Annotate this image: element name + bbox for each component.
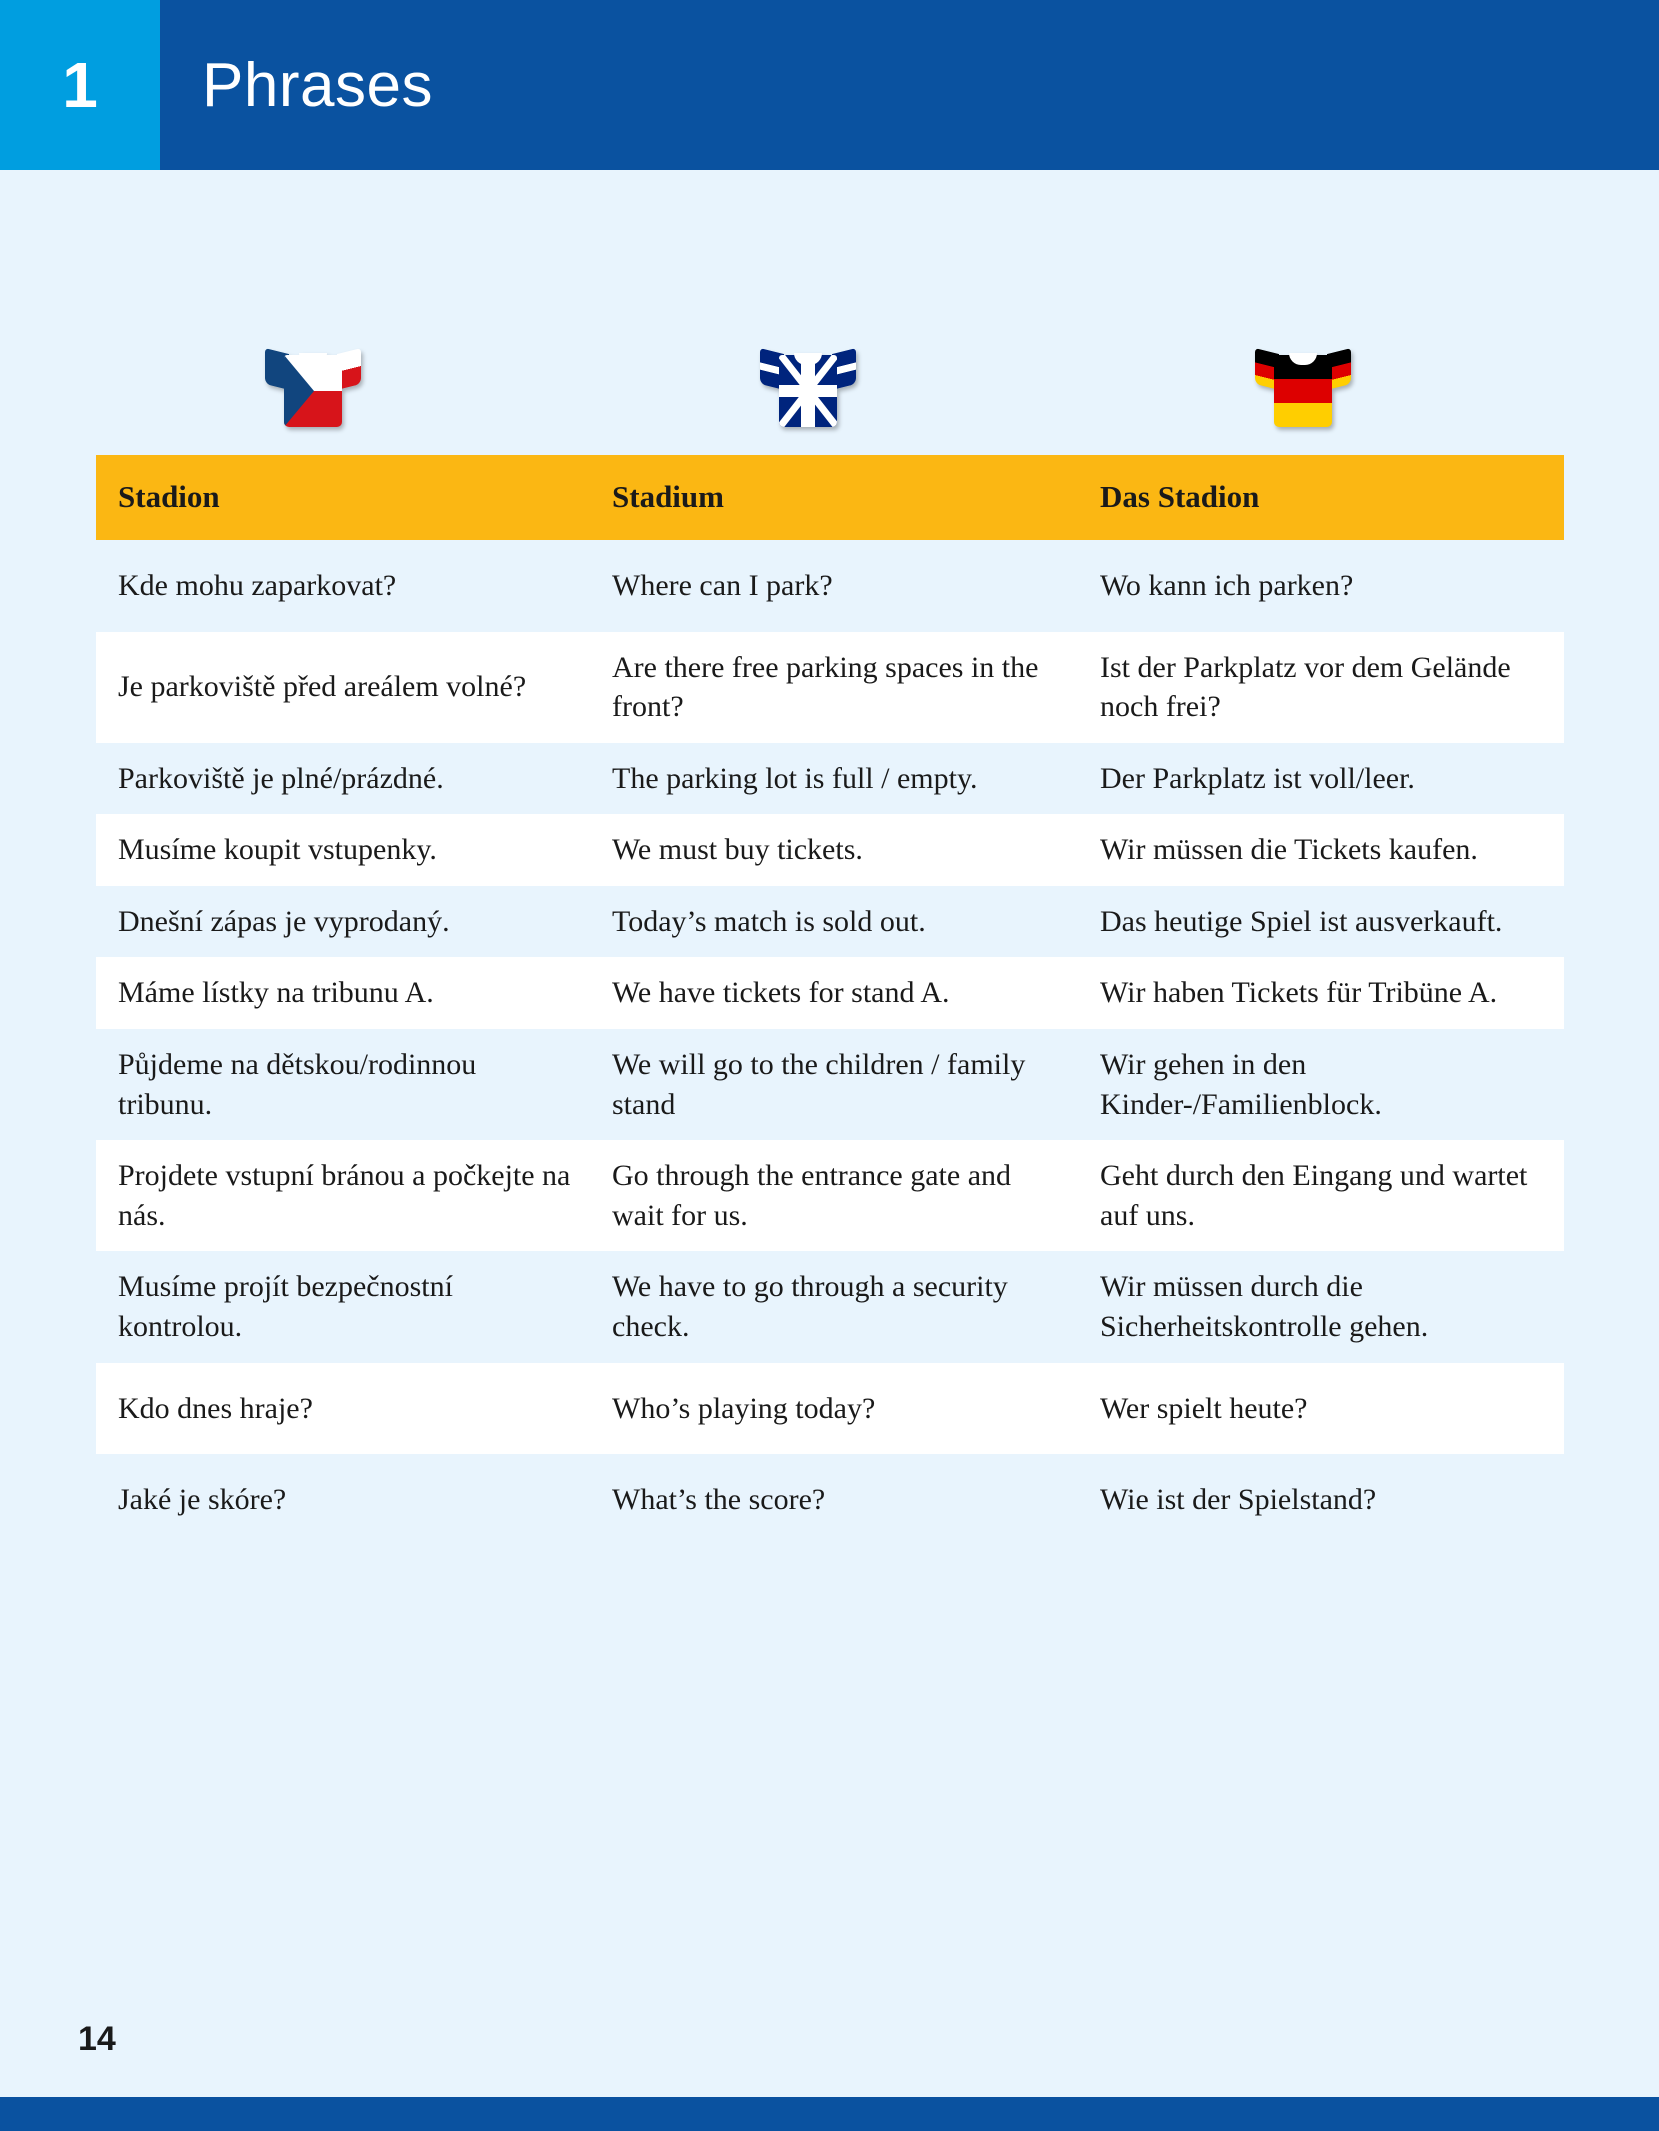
phrase-czech: Je parkoviště před areálem volné?: [118, 670, 527, 704]
phrase-english: We have tickets for stand A.: [612, 976, 950, 1010]
phrase-czech: Projdete vstupní bránou a počkejte na nás.: [118, 1159, 571, 1232]
phrase-czech: Kde mohu zaparkovat?: [118, 568, 397, 602]
phrase-english: Who’s playing today?: [612, 1391, 876, 1425]
table-row: [96, 540, 1564, 632]
phrase-czech: Jaké je skóre?: [118, 1483, 287, 1517]
phrase-czech: Kdo dnes hraje?: [118, 1391, 313, 1425]
phrase-german: Ist der Parkplatz vor dem Gelände noch frei?: [1100, 650, 1511, 724]
phrase-english: We will go to the children / family stand: [612, 1048, 1026, 1121]
phrase-german: Wer spielt heute?: [1100, 1391, 1308, 1425]
phrase-english: Go through the entrance gate and wait for us.: [612, 1159, 1012, 1232]
phrase-english: What’s the score?: [612, 1483, 826, 1517]
table-row: [96, 1029, 1564, 1140]
column-header-german: Das Stadion: [1100, 479, 1260, 514]
phrase-czech: Musíme koupit vstupenky.: [118, 833, 437, 867]
phrase-german: Wir haben Tickets für Tribüne A.: [1100, 976, 1498, 1010]
phrase-english: The parking lot is full / empty.: [612, 761, 978, 795]
column-header-english: Stadium: [612, 479, 724, 514]
header-title-container: [160, 0, 1659, 170]
table-row: [96, 957, 1564, 1029]
page-header: [0, 0, 1659, 170]
table-header-row: [96, 455, 1564, 540]
table-row: [96, 886, 1564, 958]
table-row: [96, 814, 1564, 886]
phrase-german: Wie ist der Spielstand?: [1100, 1483, 1377, 1517]
phrase-czech: Parkoviště je plné/prázdné.: [118, 761, 444, 795]
table-row: [96, 1363, 1564, 1455]
phrase-german: Wir gehen in den Kinder-/Familienblock.: [1100, 1048, 1382, 1121]
phrase-english: We have to go through a security check.: [612, 1270, 1008, 1344]
german-flag-shirt-icon: [1255, 345, 1351, 427]
table-row: [96, 1454, 1564, 1546]
footer-bar: [0, 2097, 1659, 2131]
table-row: [96, 1140, 1564, 1251]
phrase-german: Wir müssen durch die Sicherheitskontrolle gehen.: [1100, 1270, 1429, 1344]
phrase-english: Today’s match is sold out.: [612, 904, 926, 938]
table-row: [96, 632, 1564, 743]
phrase-czech: Máme lístky na tribunu A.: [118, 976, 434, 1010]
page-number: 14: [78, 2020, 116, 2058]
phrase-english: We must buy tickets.: [612, 833, 863, 867]
page-title: Phrases: [202, 50, 433, 120]
phrase-czech: Půjdeme na dětskou/rodinnou tribunu.: [118, 1048, 477, 1121]
chapter-number: 1: [0, 0, 160, 170]
table-row: [96, 743, 1564, 815]
phrase-czech: Dnešní zápas je vyprodaný.: [118, 904, 450, 938]
phrase-german: Wo kann ich parken?: [1100, 568, 1354, 602]
phrase-german: Wir müssen die Tickets kaufen.: [1100, 833, 1478, 867]
phrase-table: [96, 455, 1564, 1546]
phrase-english: Are there free parking spaces in the front?: [612, 650, 1039, 724]
phrase-german: Das heutige Spiel ist ausverkauft.: [1100, 904, 1503, 938]
phrase-german: Der Parkplatz ist voll/leer.: [1100, 761, 1415, 795]
uk-flag-shirt-icon: [760, 345, 856, 427]
czech-flag-shirt-icon: [265, 345, 361, 427]
phrase-english: Where can I park?: [612, 568, 833, 602]
phrase-czech: Musíme projít bezpečnostní kontrolou.: [118, 1270, 453, 1344]
column-header-czech: Stadion: [118, 479, 220, 514]
table-row: [96, 1251, 1564, 1362]
phrase-german: Geht durch den Eingang und wartet auf uns.: [1100, 1159, 1528, 1232]
